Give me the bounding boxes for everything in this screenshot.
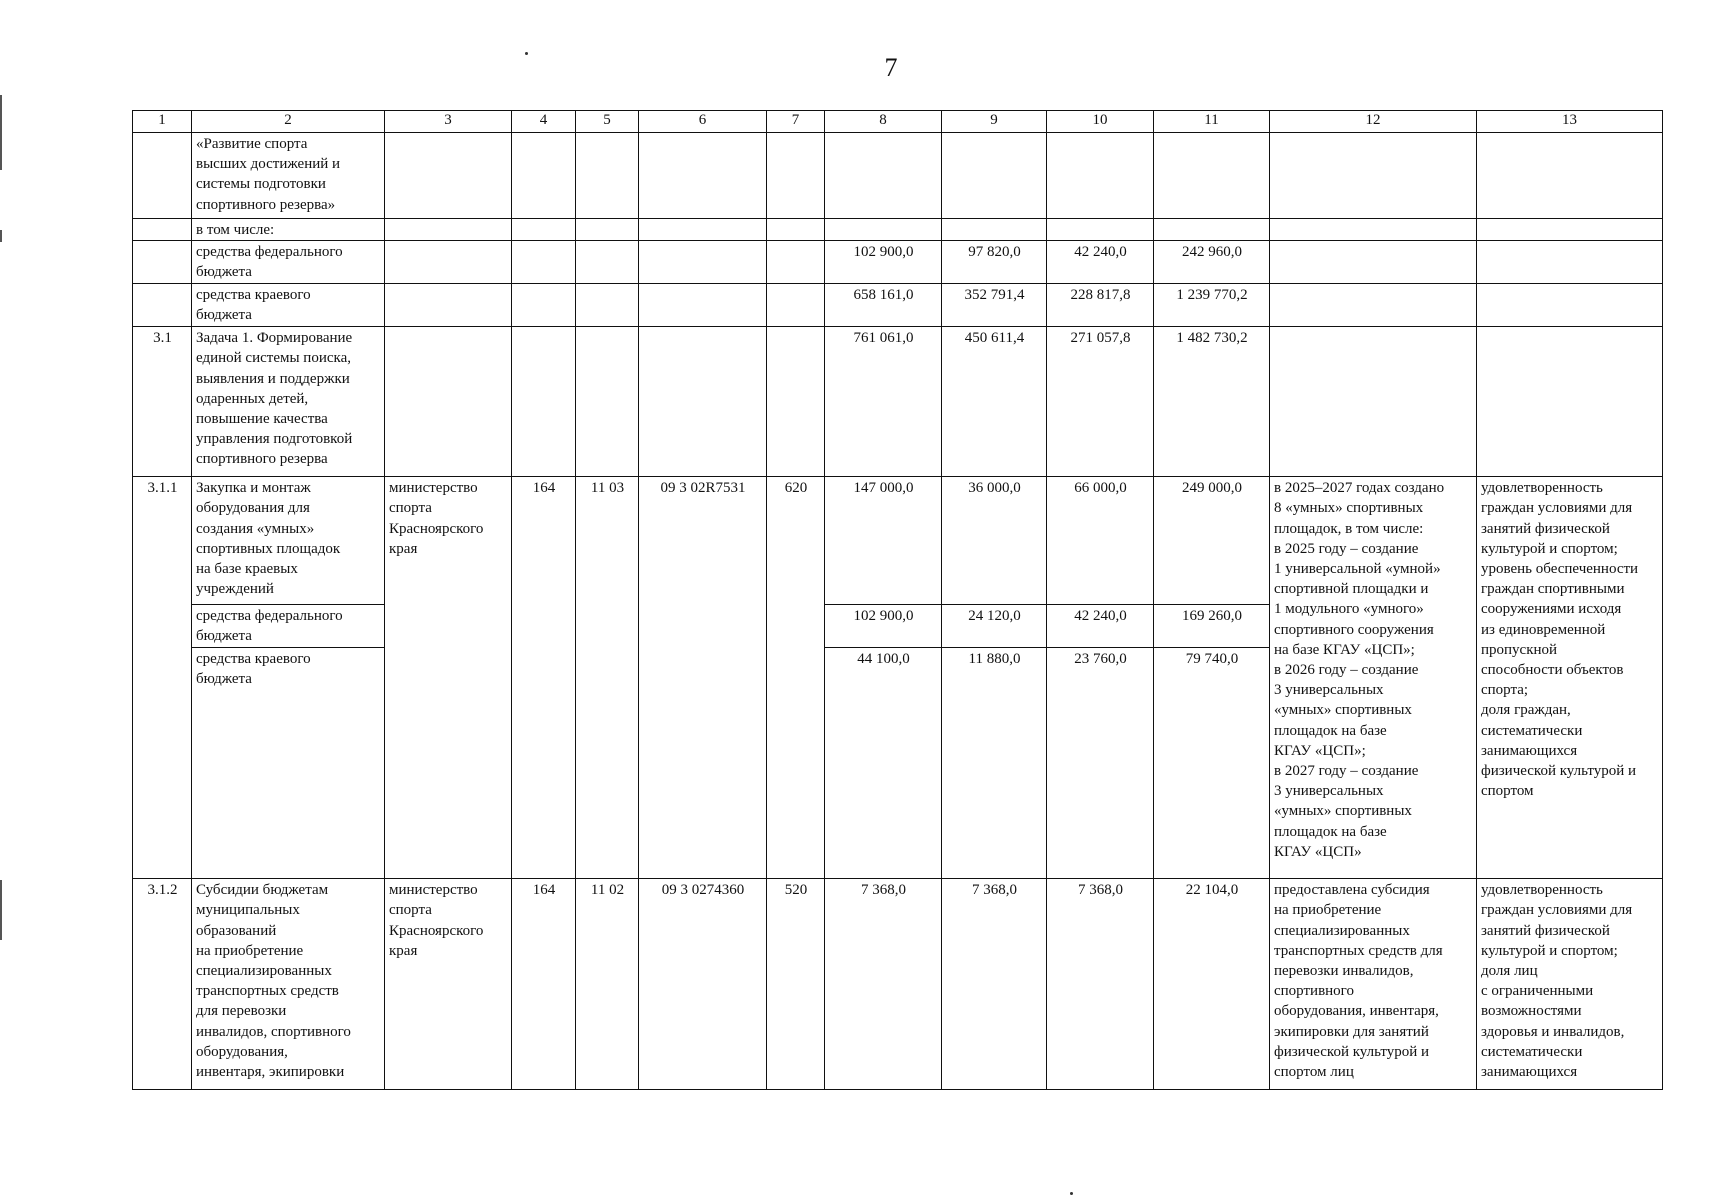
table-row <box>133 219 1663 241</box>
code-cell: 520 <box>767 879 825 1090</box>
executor-cell: министерство спорта Красноярского края <box>385 477 512 879</box>
scan-edge-mark <box>0 230 2 242</box>
table-row <box>133 477 1663 605</box>
value-cell: 102 900,0 <box>825 605 942 648</box>
value-cell: 169 260,0 <box>1154 605 1270 648</box>
table-row <box>133 241 1663 284</box>
value-cell: 42 240,0 <box>1047 241 1154 284</box>
value-cell: 36 000,0 <box>942 477 1047 605</box>
regional-budget-label: средства краевого бюджета <box>192 648 385 879</box>
code-cell: 09 3 02R7531 <box>639 477 767 879</box>
activity-name: Закупка и монтаж оборудования для создания «умных» спортивных площадок на базе краевых учреждений <box>192 477 385 605</box>
scan-edge-mark <box>0 95 2 170</box>
table-row <box>133 327 1663 477</box>
including-label: в том числе: <box>192 219 385 241</box>
value-cell: 1 482 730,2 <box>1154 327 1270 477</box>
value-cell: 7 368,0 <box>1047 879 1154 1090</box>
budget-table <box>132 110 1663 1090</box>
col-header: 9 <box>942 111 1047 133</box>
indicators-cell: удовлетворенность граждан условиями для занятий физической культурой и спортом; уровень обеспеченности граждан спортивными сооружениями исходя из единовременной пропускной способности объектов спорта; доля граждан, систематически занимающихся физической культурой и спортом <box>1477 477 1663 879</box>
col-header: 1 <box>133 111 192 133</box>
code-cell: 09 3 0274360 <box>639 879 767 1090</box>
col-header: 13 <box>1477 111 1663 133</box>
table-row <box>133 879 1663 1090</box>
federal-budget-label: средства федерального бюджета <box>192 241 385 284</box>
scan-edge-mark <box>0 880 2 940</box>
col-header: 12 <box>1270 111 1477 133</box>
value-cell: 102 900,0 <box>825 241 942 284</box>
value-cell: 42 240,0 <box>1047 605 1154 648</box>
value-cell: 7 368,0 <box>825 879 942 1090</box>
value-cell: 761 061,0 <box>825 327 942 477</box>
column-number-row <box>133 111 1663 133</box>
row-number: 3.1.2 <box>133 879 192 1090</box>
value-cell: 22 104,0 <box>1154 879 1270 1090</box>
result-cell: в 2025–2027 годах создано 8 «умных» спортивных площадок, в том числе: в 2025 году – создание 1 универсальной «умной» спортивной площадки и 1 модульного «умного» спортивного сооружения на базе КГАУ «ЦСП»; в 2026 году – создание 3 универсальных «умных» спортивных площадок на базе КГАУ «ЦСП»; в 2027 году – создание 3 универсальных «умных» спортивных площадок на базе КГАУ «ЦСП» <box>1270 477 1477 879</box>
value-cell: 242 960,0 <box>1154 241 1270 284</box>
value-cell: 79 740,0 <box>1154 648 1270 879</box>
value-cell: 271 057,8 <box>1047 327 1154 477</box>
col-header: 8 <box>825 111 942 133</box>
value-cell: 249 000,0 <box>1154 477 1270 605</box>
regional-budget-label: средства краевого бюджета <box>192 284 385 327</box>
value-cell: 11 880,0 <box>942 648 1047 879</box>
row-number: 3.1.1 <box>133 477 192 879</box>
executor-cell: министерство спорта Красноярского края <box>385 879 512 1090</box>
table-row <box>133 133 1663 219</box>
value-cell: 228 817,8 <box>1047 284 1154 327</box>
value-cell: 24 120,0 <box>942 605 1047 648</box>
page-number: 7 <box>884 53 898 82</box>
code-cell: 164 <box>512 477 576 879</box>
program-title: «Развитие спорта высших достижений и системы подготовки спортивного резерва» <box>192 133 385 219</box>
code-cell: 620 <box>767 477 825 879</box>
value-cell: 97 820,0 <box>942 241 1047 284</box>
scan-speck <box>525 52 528 55</box>
col-header: 10 <box>1047 111 1154 133</box>
code-cell: 11 03 <box>576 477 639 879</box>
task-name: Задача 1. Формирование единой системы поиска, выявления и поддержки одаренных детей, повышение качества управления подготовкой спортивного резерва <box>192 327 385 477</box>
row-number: 3.1 <box>133 327 192 477</box>
value-cell: 7 368,0 <box>942 879 1047 1090</box>
value-cell: 147 000,0 <box>825 477 942 605</box>
col-header: 4 <box>512 111 576 133</box>
col-header: 11 <box>1154 111 1270 133</box>
value-cell: 23 760,0 <box>1047 648 1154 879</box>
federal-budget-label: средства федерального бюджета <box>192 605 385 648</box>
col-header: 6 <box>639 111 767 133</box>
code-cell: 164 <box>512 879 576 1090</box>
result-cell: предоставлена субсидия на приобретение специализированных транспортных средств для перевозки инвалидов, спортивного оборудования, инвентаря, экипировки для занятий физической культурой и спортом лиц <box>1270 879 1477 1090</box>
value-cell: 352 791,4 <box>942 284 1047 327</box>
col-header: 3 <box>385 111 512 133</box>
col-header: 7 <box>767 111 825 133</box>
scan-speck <box>1070 1192 1073 1195</box>
value-cell: 1 239 770,2 <box>1154 284 1270 327</box>
table-row <box>133 284 1663 327</box>
activity-name: Субсидии бюджетам муниципальных образований на приобретение специализированных транспортных средств для перевозки инвалидов, спортивного оборудования, инвентаря, экипировки <box>192 879 385 1090</box>
code-cell: 11 02 <box>576 879 639 1090</box>
value-cell: 66 000,0 <box>1047 477 1154 605</box>
indicators-cell: удовлетворенность граждан условиями для занятий физической культурой и спортом; доля лиц с ограниченными возможностями здоровья и инвалидов, систематически занимающихся <box>1477 879 1663 1090</box>
value-cell: 658 161,0 <box>825 284 942 327</box>
col-header: 2 <box>192 111 385 133</box>
value-cell: 44 100,0 <box>825 648 942 879</box>
value-cell: 450 611,4 <box>942 327 1047 477</box>
col-header: 5 <box>576 111 639 133</box>
